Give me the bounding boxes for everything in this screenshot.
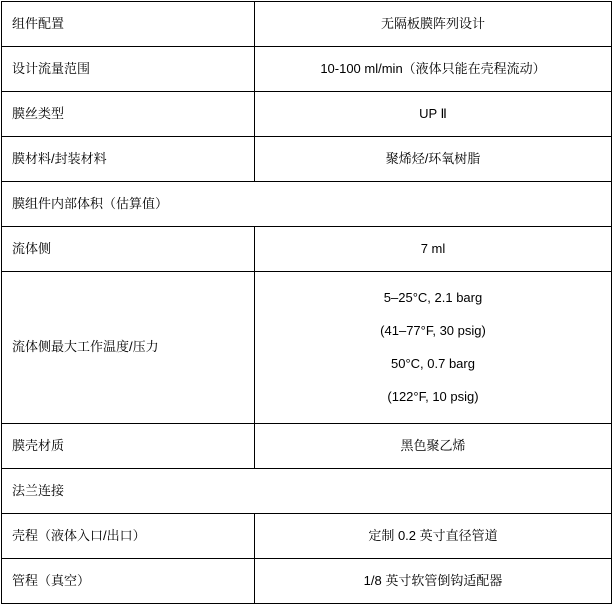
row-label: 膜材料/封装材料 [2,137,255,182]
section-label: 法兰连接 [2,469,612,514]
table-row [2,424,612,469]
table-section-row [2,182,612,227]
row-label: 壳程（液体入口/出口） [2,514,255,559]
table-row [2,2,612,47]
row-label: 组件配置 [2,2,255,47]
table-row [2,47,612,92]
row-value-multiline [255,272,612,424]
table-section-row [2,469,612,514]
table-row [2,92,612,137]
row-label: 膜丝类型 [2,92,255,137]
value-line: 50°C, 0.7 barg [391,355,475,371]
table-row [2,227,612,272]
table-row [2,514,612,559]
row-value: 聚烯烃/环氧树脂 [255,137,612,182]
value-line: 5–25°C, 2.1 barg [383,290,483,305]
table-row [2,272,612,424]
table-body [2,2,612,604]
value-line: (122°F, 10 psig) [387,388,479,404]
row-value: 黑色聚乙烯 [255,424,612,469]
row-label: 流体侧最大工作温度/压力 [2,272,255,424]
table-row [2,559,612,604]
row-value: 10-100 ml/min（液体只能在壳程流动） [255,47,612,92]
row-value: 无隔板膜阵列设计 [255,2,612,47]
row-label: 流体侧 [2,227,255,272]
row-value: 7 ml [255,227,612,272]
specification-table [1,1,612,604]
row-value: 1/8 英寸软管倒钩适配器 [255,559,612,604]
table-row [2,137,612,182]
row-label: 管程（真空） [2,559,255,604]
row-label: 膜壳材质 [2,424,255,469]
value-line: (41–77°F, 30 psig) [380,322,486,338]
row-value: 定制 0.2 英寸直径管道 [255,514,612,559]
row-value: UP Ⅱ [255,92,612,137]
section-label: 膜组件内部体积（估算值） [2,182,612,227]
row-label: 设计流量范围 [2,47,255,92]
